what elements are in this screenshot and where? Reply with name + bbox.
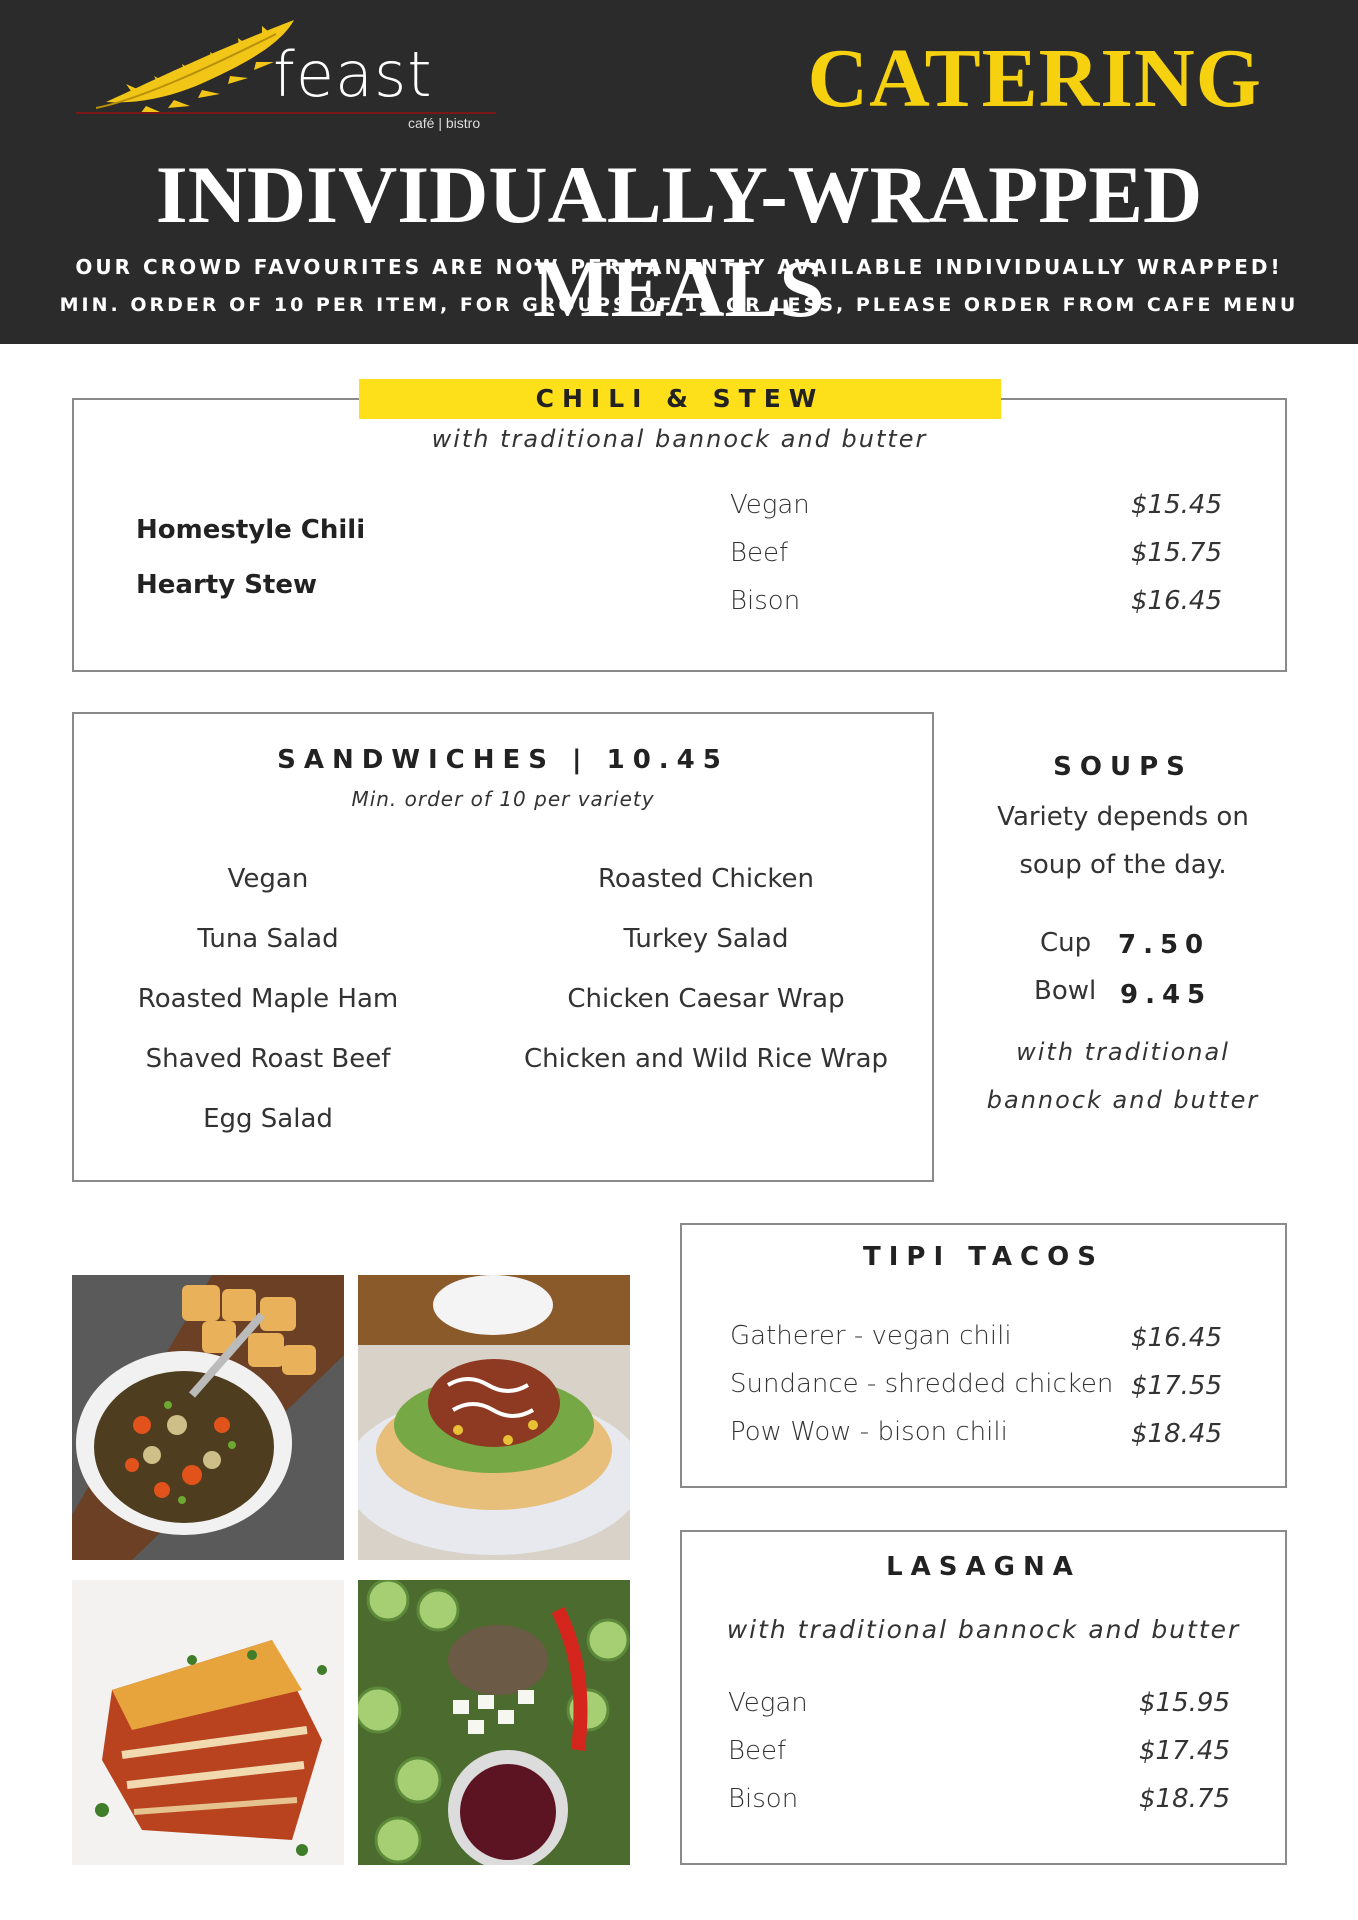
chili-option-bison: Bison (730, 586, 801, 616)
dish-homestyle-chili: Homestyle Chili (136, 515, 366, 545)
lasagna-option: Vegan (728, 1688, 808, 1718)
chili-price-vegan: $15.45 (1131, 490, 1222, 520)
soup-bowl-price: 9.45 (1120, 980, 1213, 1010)
taco-price: $16.45 (1131, 1323, 1222, 1353)
chili-price-beef: $15.75 (1131, 538, 1222, 568)
soups-note-1: with traditional (1016, 1038, 1230, 1066)
chili-stew-title: CHILI & STEW (359, 379, 1001, 419)
sandwich-item: Shaved Roast Beef (145, 1044, 391, 1074)
header-subtitle-1: OUR CROWD FAVOURITES ARE NOW PERMANENTLY AVAILABLE INDIVIDUALLY WRAPPED! (75, 255, 1283, 279)
taco-price: $17.55 (1131, 1371, 1222, 1401)
sandwich-item: Turkey Salad (623, 924, 789, 954)
sandwich-item: Vegan (227, 864, 309, 894)
soup-bowl-label: Bowl (1034, 976, 1097, 1006)
lasagna-option: Beef (728, 1736, 787, 1766)
sandwiches-title: SANDWICHES | 10.45 (277, 745, 729, 775)
taco-item: Sundance - shredded chicken (730, 1369, 1114, 1399)
taco-item: Pow Wow - bison chili (730, 1417, 1008, 1447)
dish-hearty-stew: Hearty Stew (136, 570, 317, 600)
lasagna-option: Bison (728, 1784, 799, 1814)
chili-price-bison: $16.45 (1131, 586, 1222, 616)
brand-tagline: café | bistro (408, 115, 481, 131)
lasagna-title: LASAGNA (886, 1552, 1081, 1582)
lasagna-price: $17.45 (1139, 1736, 1230, 1766)
page-title: INDIVIDUALLY-WRAPPED MEALS (155, 149, 1203, 334)
soup-cup-label: Cup (1040, 928, 1092, 958)
sandwich-item: Egg Salad (203, 1104, 333, 1134)
lasagna-photo (72, 1580, 344, 1865)
chili-option-vegan: Vegan (730, 490, 810, 520)
soups-note-2: bannock and butter (986, 1086, 1260, 1114)
soups-title: SOUPS (1053, 752, 1193, 782)
taco-price: $18.45 (1131, 1419, 1222, 1449)
soups-desc-1: Variety depends on (997, 802, 1249, 832)
chili-option-beef: Beef (730, 538, 789, 568)
header-subtitle-2: MIN. ORDER OF 10 PER ITEM, FOR GROUPS OF 10 OR LESS, PLEASE ORDER FROM CAFE MENU (59, 294, 1299, 316)
chili-stew-note: with traditional bannock and butter (431, 425, 928, 453)
sandwich-item: Roasted Chicken (598, 864, 814, 894)
logo-underline (76, 112, 496, 114)
salad-photo (358, 1580, 630, 1865)
lasagna-price: $18.75 (1139, 1784, 1230, 1814)
taco-item: Gatherer - vegan chili (730, 1321, 1012, 1351)
sandwich-item: Chicken Caesar Wrap (567, 984, 845, 1014)
catering-title: CATERING (807, 32, 1262, 125)
lasagna-note: with traditional bannock and butter (726, 1615, 1241, 1644)
sandwich-item: Roasted Maple Ham (137, 984, 399, 1014)
sandwich-item: Chicken and Wild Rice Wrap (523, 1044, 889, 1074)
stew-photo (72, 1275, 344, 1560)
soups-desc-2: soup of the day. (1019, 850, 1227, 880)
sandwich-item: Tuna Salad (197, 924, 339, 954)
tipi-tacos-title: TIPI TACOS (863, 1242, 1104, 1272)
brand-name: feast (273, 38, 433, 111)
sandwiches-note: Min. order of 10 per variety (351, 787, 655, 811)
soup-cup-price: 7.50 (1118, 930, 1211, 960)
taco-photo (358, 1275, 630, 1560)
lasagna-price: $15.95 (1139, 1688, 1230, 1718)
